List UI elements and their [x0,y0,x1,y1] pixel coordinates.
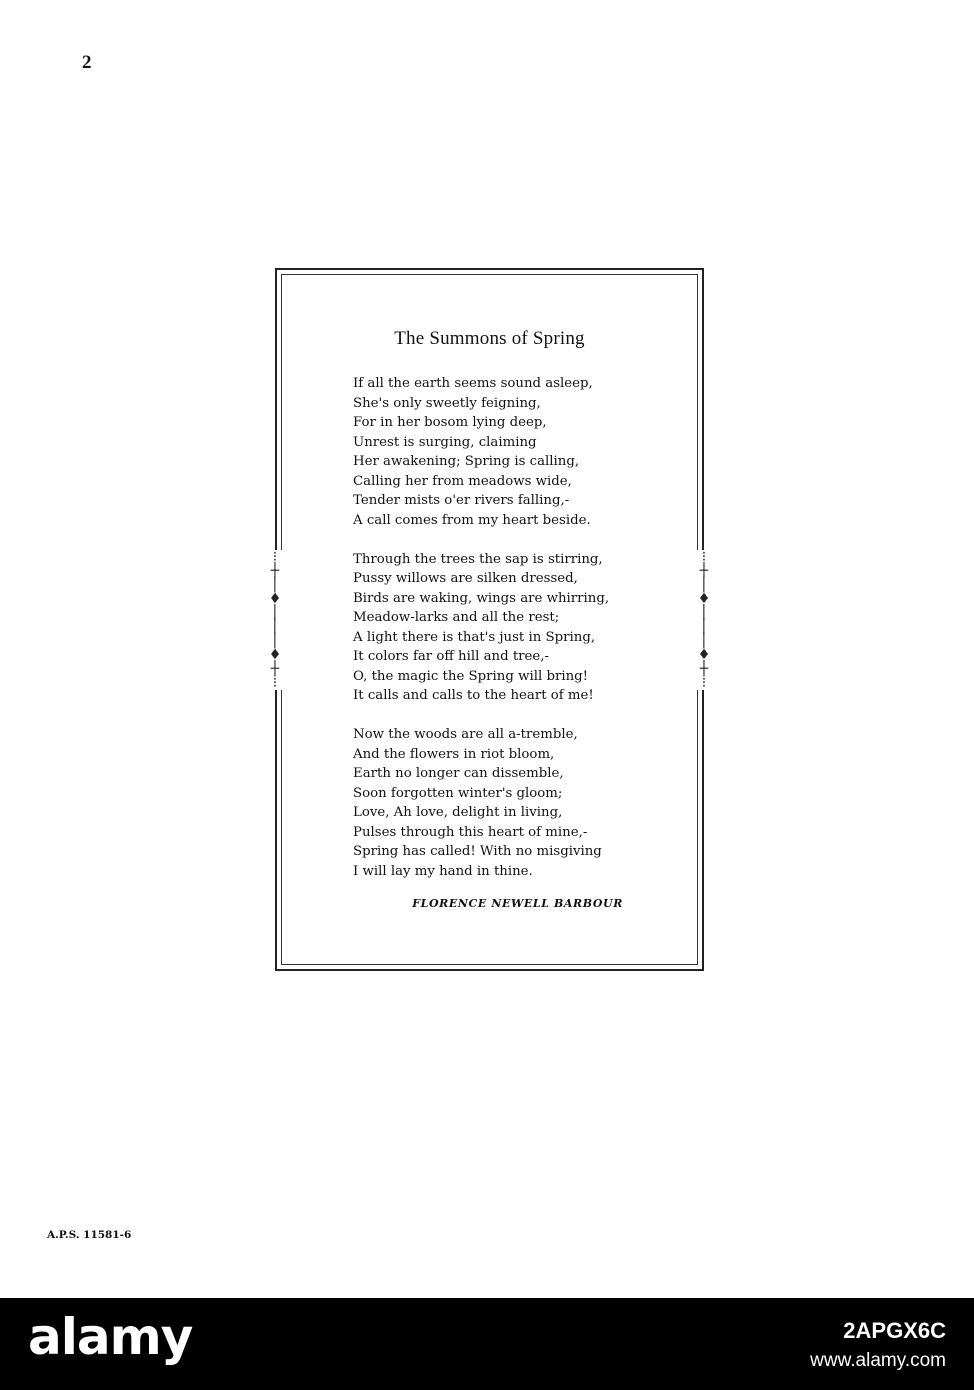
poem-body [353,374,643,901]
poem-line: Pulses through this heart of mine,- [353,824,588,840]
left-border-ornament: ⁝ ┼ │ ♦ │ │ │ ♦ ┼ ⁝ [268,549,282,691]
poem-line: O, the magic the Spring will bring! [353,668,588,684]
poem-line: And the flowers in riot bloom, [353,746,555,762]
poem-line: Soon forgotten winter's gloom; [353,785,563,801]
image-id: 2APGX6C [843,1318,946,1343]
poem-line: It calls and calls to the heart of me! [353,688,594,703]
alamy-logo: alamy [28,1308,193,1366]
poem-line: Her awakening; Spring is calling, [353,454,580,469]
plate-number: A.P.S. 11581-6 [47,1229,132,1241]
poem-title: The Summons of Spring [394,328,585,349]
poem-line: Unrest is surging, claiming [353,434,537,450]
poem-line: Now the woods are all a-tremble, [353,727,578,742]
stanza-1 [353,374,643,530]
poem-line: She's only sweetly feigning, [353,395,541,411]
poem-line: Calling her from meadows wide, [353,473,572,489]
stanza-2 [353,550,643,706]
page-number: 2 [82,52,92,73]
site-url: www.alamy.com [810,1350,946,1371]
poem-line: Through the trees the sap is stirring, [353,551,603,567]
poem-line: A call comes from my heart beside. [353,512,591,528]
poem-frame [268,268,711,971]
poem-line: For in her bosom lying deep, [353,415,547,430]
watermark-bar [0,1298,974,1390]
poem-line: Spring has called! With no misgiving [353,844,602,859]
poem-line: It colors far off hill and tree,- [353,649,549,664]
poem-line: If all the earth seems sound asleep, [353,376,593,391]
poem-author: FLORENCE NEWELL BARBOUR [412,897,623,910]
poem-line: Love, Ah love, delight in living, [353,805,563,820]
poem-line: Earth no longer can dissemble, [353,766,564,781]
poem-line: I will lay my hand in thine. [353,863,533,879]
stanza-3 [353,725,643,881]
poem-line: Birds are waking, wings are whirring, [353,590,610,606]
right-border-ornament: ⁝ ┼ │ ♦ │ │ │ ♦ ┼ ⁝ [697,549,711,691]
poem-line: Meadow-larks and all the rest; [353,610,560,625]
poem-line: A light there is that's just in Spring, [353,629,596,645]
poem-line: Tender mists o'er rivers falling,- [353,493,570,508]
poem-line: Pussy willows are silken dressed, [353,571,578,586]
